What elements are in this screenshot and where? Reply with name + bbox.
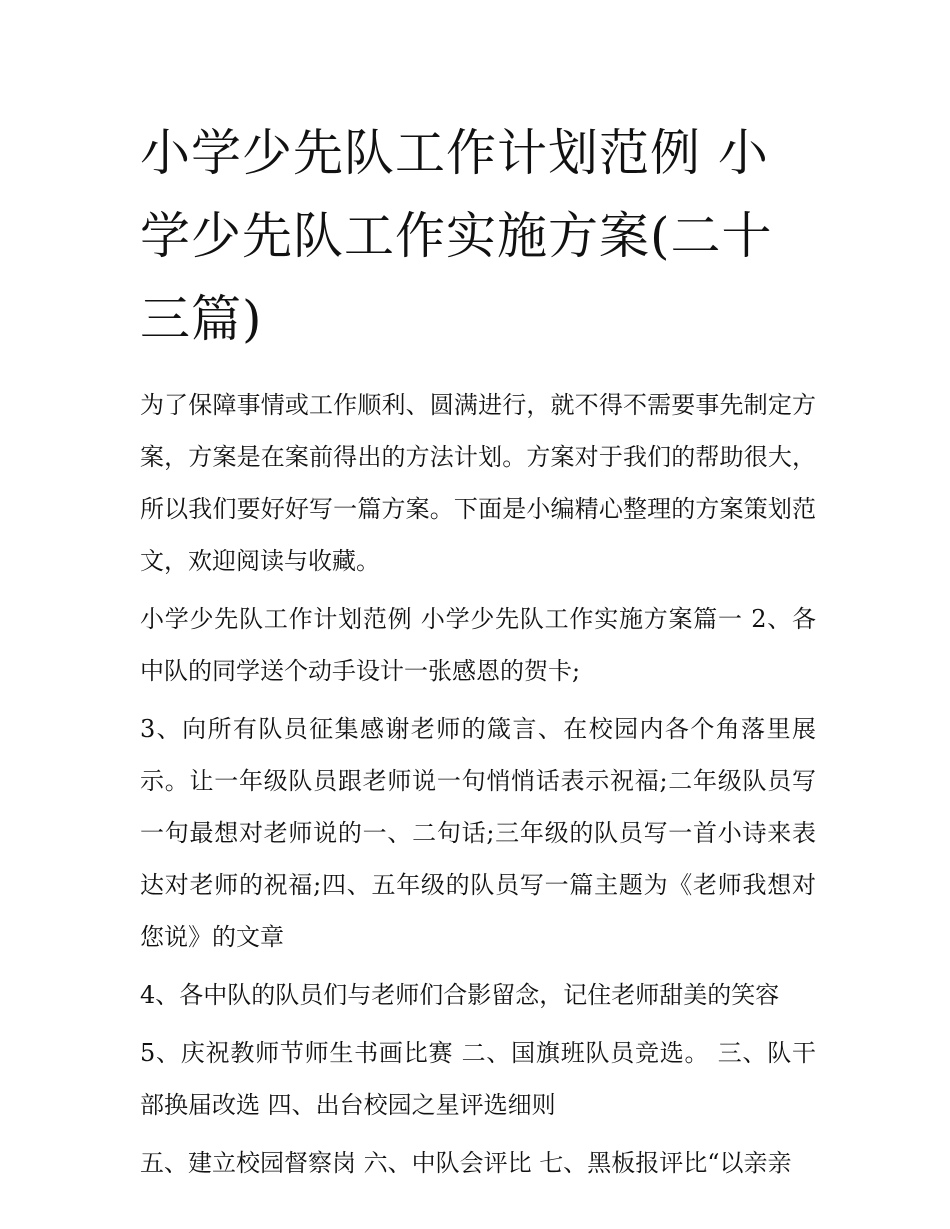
document-body <box>140 379 816 1189</box>
paragraph-item-6: 五、建立校园督察岗 六、中队会评比 七、黑板报评比“以亲亲 <box>140 1149 792 1177</box>
paragraph-item-5: 5、庆祝教师节师生书画比赛 二、国旗班队员竞选。 三、队干部换届改选 四、出台校园之星评选细则 <box>140 1039 816 1119</box>
paragraph-intro: 为了保障事情或工作顺利、圆满进行，就不得不需要事先制定方案，方案是在案前得出的方法计划。方案对于我们的帮助很大，所以我们要好好写一篇方案。下面是小编精心整理的方案策划范文，欢迎阅读与收藏。 <box>140 391 816 575</box>
paragraph-item-2: 小学少先队工作计划范例 小学少先队工作实施方案篇一 2、各中队的同学送个动手设计一张感恩的贺卡; <box>140 605 816 685</box>
paragraph-item-3: 3、向所有队员征集感谢老师的箴言、在校园内各个角落里展示。让一年级队员跟老师说一句悄悄话表示祝福;二年级队员写一句最想对老师说的一、二句话;三年级的队员写一首小诗来表达对老师的祝福;四、五年级的队员写一篇主题为《老师我想对您说》的文章 <box>140 715 816 951</box>
document-title: 小学少先队工作计划范例 小学少先队工作实施方案(二十三篇) <box>140 124 773 348</box>
paragraph-item-4: 4、各中队的队员们与老师们合影留念，记住老师甜美的笑容 <box>140 981 780 1009</box>
document-page <box>140 112 816 1189</box>
